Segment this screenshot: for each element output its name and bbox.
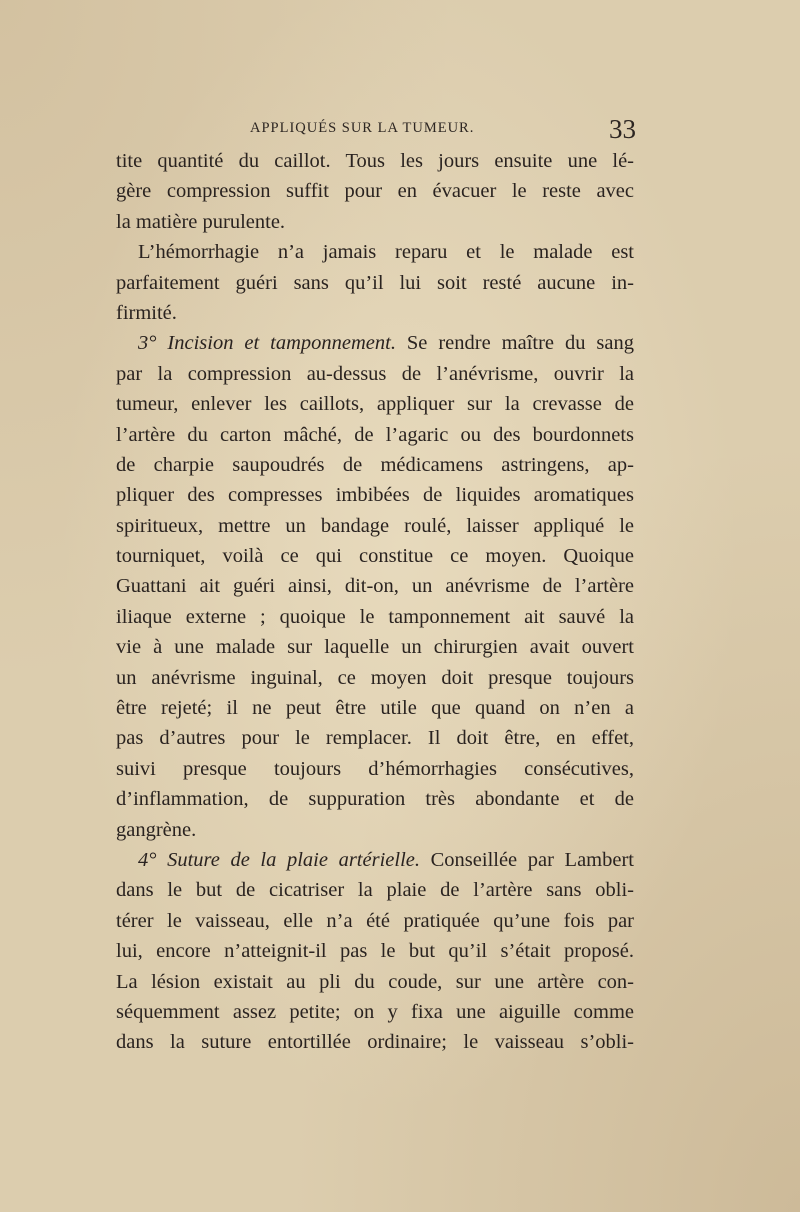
text-line: tumeur, enlever les caillots, appliquer sur la crevasse de <box>116 393 634 416</box>
text-line: térer le vaisseau, elle n’a été pratiquée qu’une fois par <box>116 909 634 932</box>
text-line: spiritueux, mettre un bandage roulé, laisser appliqué le <box>116 514 634 537</box>
text-line: pliquer des compresses imbibées de liquides aromatiques <box>116 484 634 507</box>
text-line: iliaque externe ; quoique le tamponnement ait sauvé la <box>116 605 634 628</box>
running-title: APPLIQUÉS SUR LA TUMEUR. <box>250 120 475 136</box>
text-line: L’hémorrhagie n’a jamais reparu et le malade est <box>138 241 634 264</box>
text-line: de charpie saupoudrés de médicamens astringens, ap- <box>116 453 634 476</box>
text-line: tite quantité du caillot. Tous les jours ensuite une lé- <box>116 150 634 172</box>
text-line: dans le but de cicatriser la plaie de l’artère sans obli- <box>116 879 634 902</box>
text-line: d’inflammation, de suppuration très abondante et de <box>116 788 634 811</box>
text-line: lui, encore n’atteignit-il pas le but qu’il s’était proposé. <box>116 940 634 963</box>
text-line: La lésion existait au pli du coude, sur une artère con- <box>116 970 634 993</box>
page-number: 33 <box>609 114 636 144</box>
body-text <box>116 146 634 1058</box>
text-line: tourniquet, voilà ce qui constitue ce moyen. Quoique <box>116 545 634 568</box>
text-line: firmité. <box>116 301 177 324</box>
text-line: être rejeté; il ne peut être utile que quand on n’en a <box>116 697 634 720</box>
text-line: dans la suture entortillée ordinaire; le vaisseau s’obli- <box>116 1031 634 1054</box>
section-heading: 3° Incision et tamponnement. <box>138 332 396 355</box>
text-line: parfaitement guéri sans qu’il lui soit resté aucune in- <box>116 271 634 294</box>
text-line: séquemment assez petite; on y fixa une aiguille comme <box>116 1000 634 1023</box>
section-heading-line: 3° Incision et tamponnement. Se rendre maître du sang <box>138 332 634 355</box>
section-heading-line: 4° Suture de la plaie artérielle. Conseillée par Lambert <box>138 848 634 871</box>
text-line: vie à une malade sur laquelle un chirurgien avait ouvert <box>116 636 634 659</box>
text-line: l’artère du carton mâché, de l’agaric ou des bourdonnets <box>116 423 634 446</box>
text-line: gère compression suffit pour en évacuer le reste avec <box>116 180 634 203</box>
text-line: suivi presque toujours d’hémorrhagies consécutives, <box>116 757 634 780</box>
text-line: un anévrisme inguinal, ce moyen doit presque toujours <box>116 666 634 689</box>
text-line: Guattani ait guéri ainsi, dit-on, un anévrisme de l’artère <box>116 575 634 598</box>
text-line: gangrène. <box>116 818 197 841</box>
text-line: par la compression au-dessus de l’anévrisme, ouvrir la <box>116 362 634 385</box>
text-line: la matière purulente. <box>116 210 286 233</box>
section-heading: 4° Suture de la plaie artérielle. <box>138 848 420 871</box>
text-line: pas d’autres pour le remplacer. Il doit être, en effet, <box>116 727 634 750</box>
running-head <box>116 114 636 144</box>
